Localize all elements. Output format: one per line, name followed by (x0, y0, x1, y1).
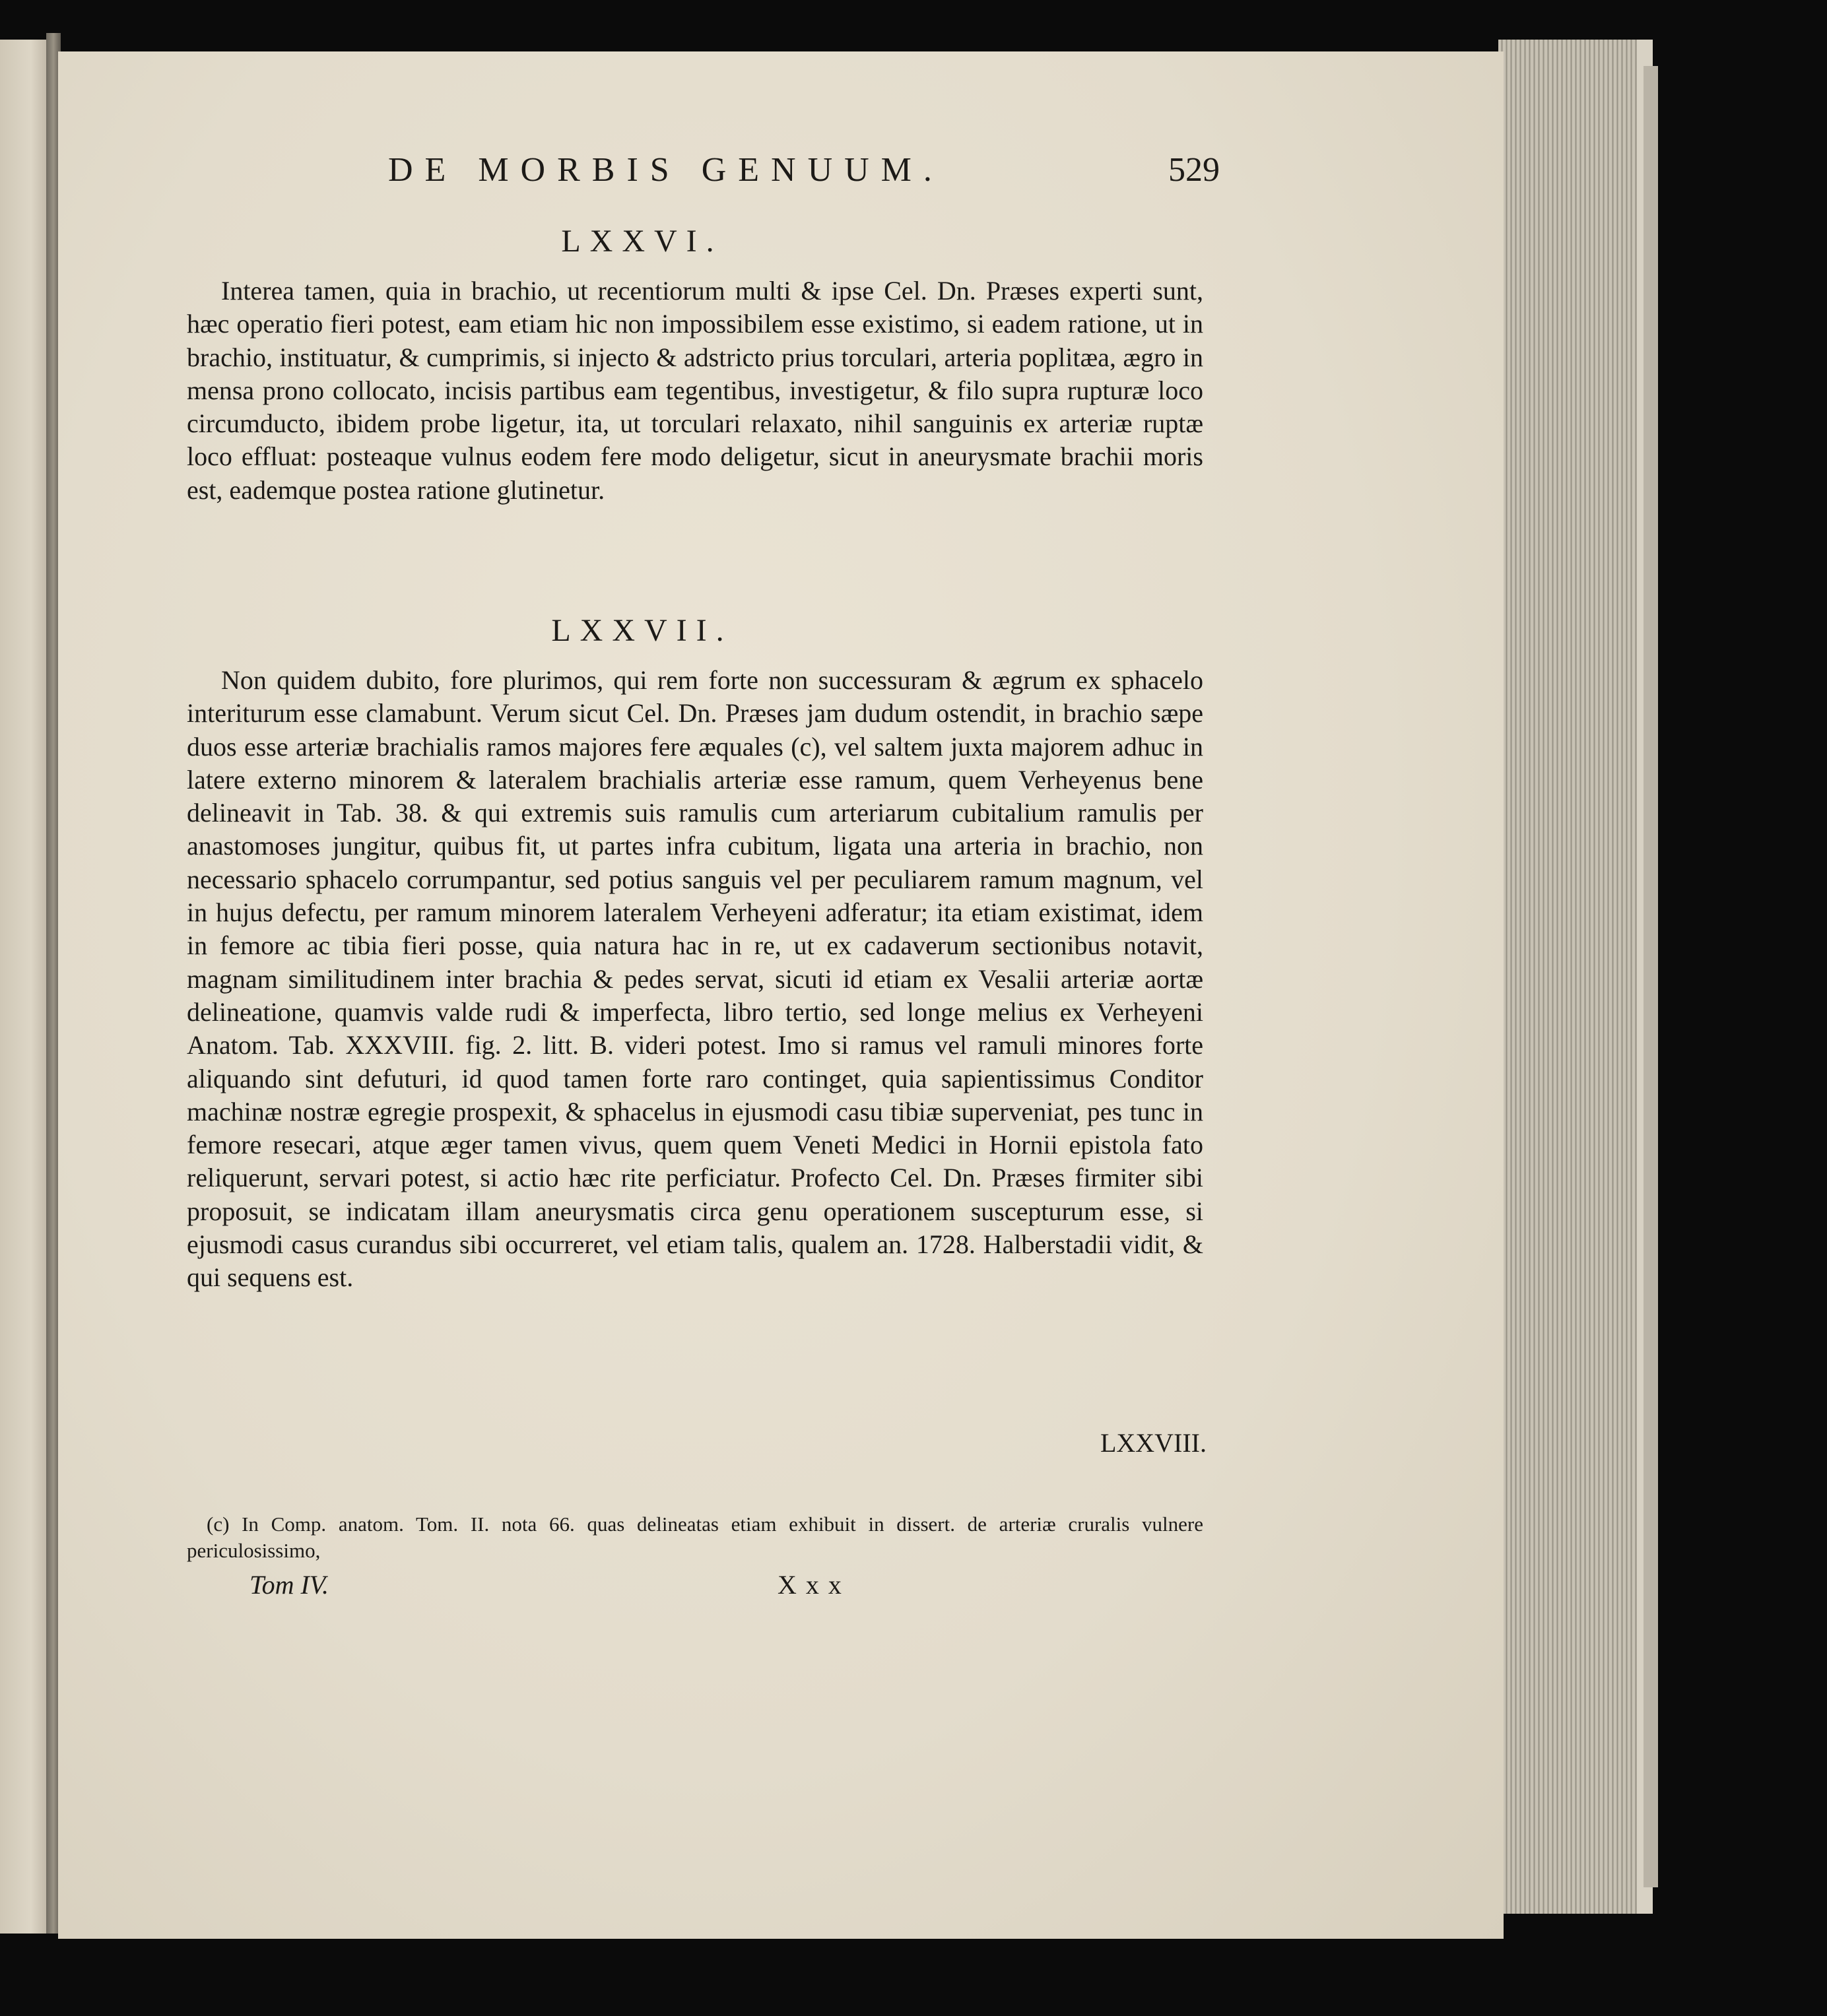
paragraph-lxxvi: Interea tamen, quia in brachio, ut recentiorum multi & ipse Cel. Dn. Præses experti sunt, hæc operatio fieri potest, eam etiam hic non impossibilem esse existimo, si eadem ratione, ut in brachio, instituatur, & cumprimis, si injecto & adstricto prius torculari, arteria poplitæa, ægro in mensa prono collocato, incisis partibus eam tegentibus, investigetur, & filo supra rupturæ loco circumducto, ibidem probe ligetur, ita, ut torculari relaxato, nihil sanguinis ex arteriæ ruptæ loco effluat: posteaque vulnus eodem fere modo deligetur, sicut in aneurysmate brachii moris est, eademque postea ratione glutinetur. (187, 276, 1203, 505)
running-head (388, 150, 1220, 203)
section-heading-lxxvii: LXXVII. (551, 613, 733, 648)
running-title: DE MORBIS GENUUM. (388, 151, 944, 189)
catchword: LXXVIII. (1100, 1428, 1207, 1458)
book-page (58, 51, 1504, 1939)
signature-mark: Xxx (778, 1570, 851, 1600)
page-stack-edge (1498, 40, 1653, 1914)
paragraph-lxxvii: Non quidem dubito, fore plurimos, qui rem forte non successuram & ægrum ex sphacelo interiturum esse clamabunt. Verum sicut Cel. Dn. Præses jam dudum ostendit, in brachio sæpe duos esse arteriæ brachialis ramos majores fere æquales (c), vel saltem juxta majorem adhuc in latere externo minorem & lateralem brachialis arteriæ esse ramum, quem Verheyenus bene delineavit in Tab. 38. & qui extremis suis ramulis cum arteriarum cubitalium ramulis per anastomoses jungitur, quibus fit, ut partes infra cubitum, ligata una arteria in brachio, non necessario sphacelo corrumpantur, sed potius sanguis vel per peculiarem ramum magnum, vel in hujus defectu, per ramum minorem lateralem Verheyeni adferatur; ita etiam existimat, idem in femore ac tibia fieri posse, quia natura hac in re, ut ex cadaverum sectionibus notavit, magnam similitudinem inter brachia & pedes servat, sicuti id etiam ex Vesalii arteriæ aortæ delineatione, quamvis valde rudi & imperfecta, libro tertio, sed longe melius ex Verheyeni Anatom. Tab. XXXVIII. fig. 2. litt. B. videri potest. Imo si ramus vel ramuli minores forte aliquando sint defuturi, id quod tamen forte raro continget, quia sapientissimus Conditor machinæ nostræ egregie prospexit, & sphacelus in ejusmodi casu tibiæ superveniat, pes tunc in femore resecari, atque æger tamen vivus, quem quem Veneti Medici in Hornii epistola fato reliquerunt, servari potest, si actio hæc rite perficiatur. Profecto Cel. Dn. Præses firmiter sibi proposuit, se indicatam illam aneurysmatis circa genu operationem suscepturum esse, si ejusmodi casus curandus sibi occurreret, vel etiam talis, qualem an. 1728. Halberstadii vidit, & qui sequens est. (187, 665, 1203, 1293)
page-footer (249, 1569, 976, 1609)
footnote: (c) In Comp. anatom. Tom. II. nota 66. quas delineatas etiam exhibuit in dissert. de arteriæ cruralis vulnere periculosissimo, (187, 1512, 1203, 1562)
facing-page-edge (0, 40, 51, 1934)
volume-label: Tom IV. (249, 1570, 329, 1600)
cover-edge (1644, 66, 1658, 1887)
section-heading-lxxvi: LXXVI. (561, 224, 723, 259)
page-number: 529 (1168, 151, 1220, 189)
